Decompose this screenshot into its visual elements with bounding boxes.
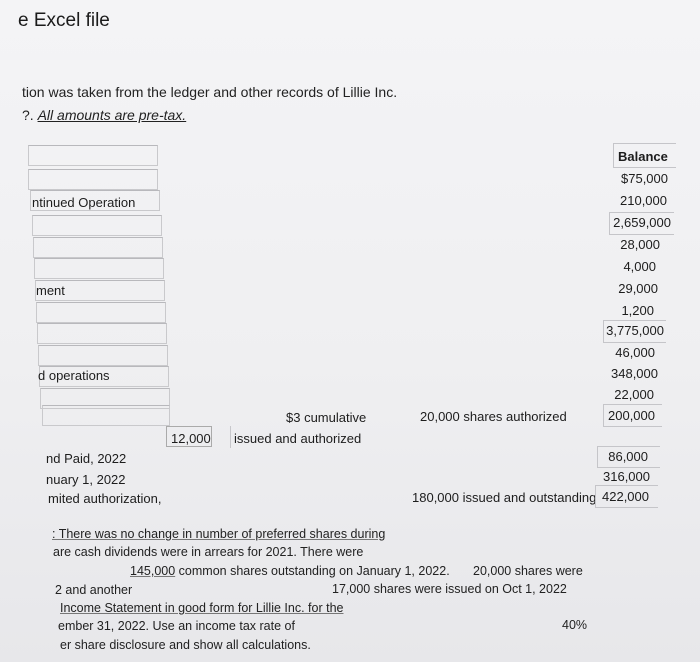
common-shares-outstanding: 145,000 — [130, 564, 176, 578]
balance-value: 86,000 — [608, 449, 648, 464]
page-title: e Excel file — [18, 10, 110, 31]
common-issued-outstanding: 180,000 issued and outstanding — [412, 490, 597, 505]
cell-divider — [230, 426, 231, 448]
note-line-4: 2 and another — [55, 583, 133, 597]
note-text: common shares outstanding on January 1, 2022. — [175, 564, 450, 578]
label-discontinued-operations: d operations — [38, 368, 110, 383]
balance-header: Balance — [618, 149, 668, 164]
label-limited-authorization: mited authorization, — [48, 491, 162, 506]
table-row — [42, 405, 170, 426]
preferred-shares-authorized: 20,000 shares authorized — [420, 409, 567, 424]
table-row — [32, 215, 162, 236]
table-row — [36, 302, 166, 323]
preferred-shares-value: 12,000 — [171, 431, 211, 446]
note-line-3 — [130, 564, 450, 578]
note-line-5: Income Statement in good form for Lillie Inc. for the — [60, 601, 344, 615]
balance-value: 316,000 — [603, 469, 650, 484]
table-row — [28, 145, 158, 166]
table-row — [37, 323, 167, 344]
balance-value: 29,000 — [618, 281, 658, 296]
intro-line-2 — [22, 107, 186, 123]
balance-value: 2,659,000 — [613, 215, 671, 230]
note-oct-issue: 17,000 shares were issued on Oct 1, 2022 — [332, 582, 567, 596]
label-january-2022: nuary 1, 2022 — [46, 472, 126, 487]
balance-value: 422,000 — [602, 489, 649, 504]
balance-value: 348,000 — [611, 366, 658, 381]
pretax-note: All amounts are pre-tax. — [37, 107, 187, 123]
table-row — [28, 169, 158, 190]
balance-value: 1,200 — [621, 303, 654, 318]
note-shares-issued: 20,000 shares were — [473, 564, 583, 578]
balance-value: 3,775,000 — [606, 323, 664, 338]
balance-value: 22,000 — [614, 387, 654, 402]
balance-value: 210,000 — [620, 193, 667, 208]
balance-value: $75,000 — [621, 171, 668, 186]
table-row — [34, 258, 164, 279]
balance-value: 4,000 — [623, 259, 656, 274]
note-line-1: : There was no change in number of preferred shares during — [52, 527, 386, 541]
preferred-cumulative: $3 cumulative — [286, 410, 367, 425]
intro-prefix: ?. — [22, 107, 38, 123]
label-continued-operations: ntinued Operation — [32, 195, 136, 210]
label-ment: ment — [36, 283, 65, 298]
preferred-issued-authorized: issued and authorized — [234, 431, 362, 446]
balance-value: 46,000 — [615, 345, 655, 360]
tax-rate: 40% — [562, 618, 588, 632]
balance-value: 28,000 — [620, 237, 660, 252]
table-row — [33, 237, 163, 258]
note-line-7: er share disclosure and show all calculations. — [60, 638, 311, 652]
note-line-6: ember 31, 2022. Use an income tax rate of — [58, 619, 295, 633]
balance-value: 200,000 — [608, 408, 655, 423]
note-line-2: are cash dividends were in arrears for 2021. There were — [53, 545, 364, 559]
label-paid-2022: nd Paid, 2022 — [46, 451, 127, 466]
intro-line-1: tion was taken from the ledger and other records of Lillie Inc. — [22, 84, 398, 100]
table-row — [38, 345, 168, 366]
